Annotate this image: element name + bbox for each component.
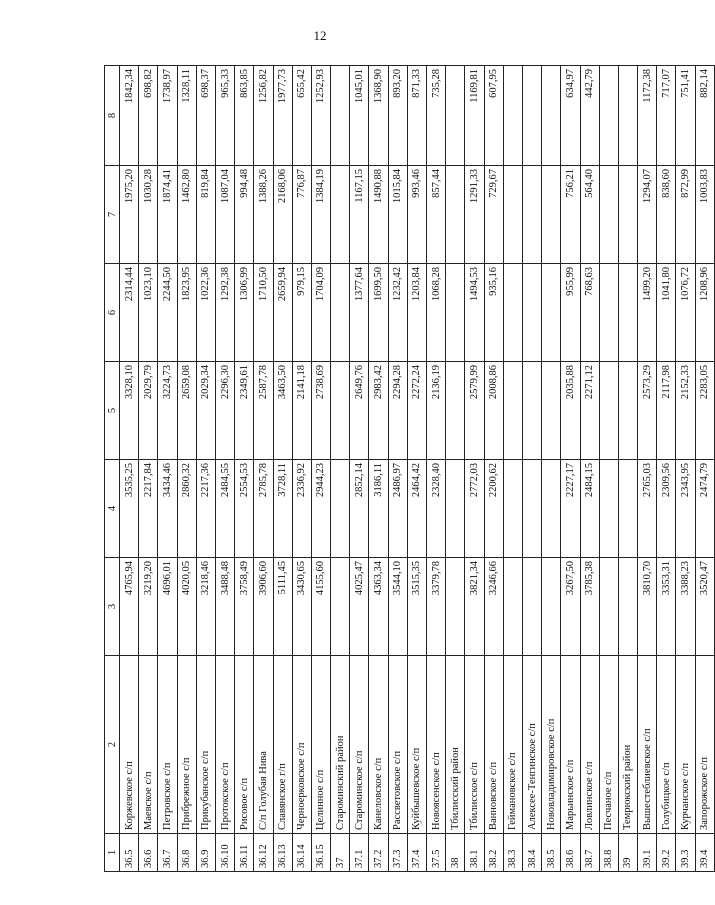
table-row bbox=[369, 66, 388, 872]
value-cell bbox=[503, 264, 522, 362]
value-cell: 2349,61 bbox=[235, 362, 254, 460]
row-name-cell: Прикубанское с/п bbox=[196, 656, 215, 834]
value-cell bbox=[618, 166, 637, 264]
value-cell: 1167,15 bbox=[350, 166, 369, 264]
value-cell bbox=[599, 558, 618, 656]
value-cell: 1499,20 bbox=[638, 264, 657, 362]
value-cell: 1823,95 bbox=[177, 264, 196, 362]
value-cell: 1388,26 bbox=[254, 166, 273, 264]
value-cell bbox=[599, 264, 618, 362]
value-cell bbox=[446, 264, 465, 362]
row-name-cell: Староминский район bbox=[331, 656, 350, 834]
row-number-cell: 39 bbox=[618, 834, 637, 872]
table-row bbox=[427, 66, 446, 872]
value-cell bbox=[446, 460, 465, 558]
value-cell bbox=[522, 66, 541, 166]
value-cell: 3463,50 bbox=[273, 362, 292, 460]
value-cell: 1256,82 bbox=[254, 66, 273, 166]
table-body bbox=[105, 66, 715, 872]
value-cell bbox=[331, 460, 350, 558]
value-cell: 1306,99 bbox=[235, 264, 254, 362]
table-row bbox=[254, 66, 273, 872]
value-cell: 994,48 bbox=[235, 166, 254, 264]
value-cell: 1169,81 bbox=[465, 66, 484, 166]
table-row bbox=[273, 66, 292, 872]
row-number-cell: 37.3 bbox=[388, 834, 407, 872]
value-cell bbox=[618, 362, 637, 460]
header-cell: 7 bbox=[105, 166, 120, 264]
row-number-cell: 37 bbox=[331, 834, 350, 872]
row-number-cell: 36.8 bbox=[177, 834, 196, 872]
value-cell bbox=[503, 460, 522, 558]
value-cell: 3434,46 bbox=[158, 460, 177, 558]
row-name-cell: Рассветовское с/п bbox=[388, 656, 407, 834]
value-cell: 564,40 bbox=[580, 166, 599, 264]
table-row bbox=[695, 66, 714, 872]
table-row bbox=[331, 66, 350, 872]
value-cell: 3758,49 bbox=[235, 558, 254, 656]
value-cell: 735,28 bbox=[427, 66, 446, 166]
value-cell bbox=[599, 460, 618, 558]
value-cell: 2336,92 bbox=[292, 460, 311, 558]
value-cell: 2272,24 bbox=[407, 362, 426, 460]
value-cell: 1368,90 bbox=[369, 66, 388, 166]
row-name-cell: Тбилисское с/п bbox=[465, 656, 484, 834]
value-cell: 2484,55 bbox=[215, 460, 234, 558]
value-cell: 1045,01 bbox=[350, 66, 369, 166]
value-cell: 2168,06 bbox=[273, 166, 292, 264]
table-row bbox=[599, 66, 618, 872]
header-cell: 5 bbox=[105, 362, 120, 460]
value-cell: 2328,40 bbox=[427, 460, 446, 558]
row-number-cell: 38 bbox=[446, 834, 465, 872]
row-name-cell: Новоясенское с/п bbox=[427, 656, 446, 834]
row-name-cell: Голубицкое с/п bbox=[657, 656, 676, 834]
row-number-cell: 37.4 bbox=[407, 834, 426, 872]
value-cell: 2008,86 bbox=[484, 362, 503, 460]
table-row bbox=[311, 66, 330, 872]
value-cell: 2860,32 bbox=[177, 460, 196, 558]
row-name-cell: Маевское с/п bbox=[139, 656, 158, 834]
value-cell: 1003,83 bbox=[695, 166, 714, 264]
value-cell: 3520,47 bbox=[695, 558, 714, 656]
value-cell: 3388,23 bbox=[676, 558, 695, 656]
table-row bbox=[407, 66, 426, 872]
value-cell: 1030,28 bbox=[139, 166, 158, 264]
table-row bbox=[503, 66, 522, 872]
value-cell: 2554,53 bbox=[235, 460, 254, 558]
value-cell: 4696,01 bbox=[158, 558, 177, 656]
value-cell: 2029,34 bbox=[196, 362, 215, 460]
value-cell: 1015,84 bbox=[388, 166, 407, 264]
row-number-cell: 38.8 bbox=[599, 834, 618, 872]
table-row bbox=[542, 66, 561, 872]
value-cell bbox=[331, 558, 350, 656]
row-number-cell: 36.6 bbox=[139, 834, 158, 872]
table-row bbox=[235, 66, 254, 872]
row-number-cell: 39.1 bbox=[638, 834, 657, 872]
value-cell: 1076,72 bbox=[676, 264, 695, 362]
value-cell: 2765,03 bbox=[638, 460, 657, 558]
value-cell: 4155,60 bbox=[311, 558, 330, 656]
value-cell: 2659,94 bbox=[273, 264, 292, 362]
value-cell: 1022,36 bbox=[196, 264, 215, 362]
value-cell: 3353,31 bbox=[657, 558, 676, 656]
table-row bbox=[177, 66, 196, 872]
table-header-row bbox=[105, 66, 120, 872]
row-name-cell: Куйбышевское с/п bbox=[407, 656, 426, 834]
value-cell: 3379,78 bbox=[427, 558, 446, 656]
row-name-cell: Геймановское с/п bbox=[503, 656, 522, 834]
value-cell: 3906,60 bbox=[254, 558, 273, 656]
row-number-cell: 39.4 bbox=[695, 834, 714, 872]
row-name-cell: Ловлинское с/п bbox=[580, 656, 599, 834]
value-cell: 2200,62 bbox=[484, 460, 503, 558]
value-cell: 2271,12 bbox=[580, 362, 599, 460]
value-cell: 698,82 bbox=[139, 66, 158, 166]
value-cell bbox=[522, 362, 541, 460]
value-cell: 1704,09 bbox=[311, 264, 330, 362]
value-cell: 1699,50 bbox=[369, 264, 388, 362]
table-row bbox=[465, 66, 484, 872]
row-number-cell: 36.14 bbox=[292, 834, 311, 872]
row-name-cell: Марьинское с/п bbox=[561, 656, 580, 834]
value-cell: 2141,18 bbox=[292, 362, 311, 460]
value-cell: 3821,34 bbox=[465, 558, 484, 656]
value-cell: 3224,73 bbox=[158, 362, 177, 460]
value-cell bbox=[599, 362, 618, 460]
value-cell: 2117,98 bbox=[657, 362, 676, 460]
value-cell: 1377,64 bbox=[350, 264, 369, 362]
row-name-cell: Протокское с/п bbox=[215, 656, 234, 834]
table-row bbox=[215, 66, 234, 872]
value-cell bbox=[599, 66, 618, 166]
value-cell bbox=[542, 460, 561, 558]
value-cell: 3430,65 bbox=[292, 558, 311, 656]
row-number-cell: 37.2 bbox=[369, 834, 388, 872]
value-cell: 3186,11 bbox=[369, 460, 388, 558]
row-number-cell: 36.13 bbox=[273, 834, 292, 872]
value-cell: 2283,05 bbox=[695, 362, 714, 460]
value-cell: 872,99 bbox=[676, 166, 695, 264]
row-name-cell: Тбилисский район bbox=[446, 656, 465, 834]
value-cell: 776,87 bbox=[292, 166, 311, 264]
table-row bbox=[638, 66, 657, 872]
value-cell bbox=[331, 362, 350, 460]
value-cell: 2294,28 bbox=[388, 362, 407, 460]
value-cell bbox=[503, 362, 522, 460]
value-cell: 1328,11 bbox=[177, 66, 196, 166]
value-cell: 1874,41 bbox=[158, 166, 177, 264]
value-cell: 442,79 bbox=[580, 66, 599, 166]
header-cell: 3 bbox=[105, 558, 120, 656]
value-cell: 2484,15 bbox=[580, 460, 599, 558]
row-number-cell: 38.1 bbox=[465, 834, 484, 872]
value-cell: 1172,38 bbox=[638, 66, 657, 166]
table-row bbox=[350, 66, 369, 872]
data-table bbox=[104, 65, 715, 872]
table-row bbox=[139, 66, 158, 872]
value-cell: 3810,70 bbox=[638, 558, 657, 656]
value-cell: 2852,14 bbox=[350, 460, 369, 558]
value-cell: 2579,99 bbox=[465, 362, 484, 460]
value-cell: 871,33 bbox=[407, 66, 426, 166]
value-cell: 607,95 bbox=[484, 66, 503, 166]
value-cell bbox=[522, 166, 541, 264]
row-number-cell: 36.10 bbox=[215, 834, 234, 872]
value-cell: 1490,88 bbox=[369, 166, 388, 264]
value-cell: 751,41 bbox=[676, 66, 695, 166]
row-number-cell: 38.6 bbox=[561, 834, 580, 872]
value-cell bbox=[446, 362, 465, 460]
row-name-cell: Курчанское с/п bbox=[676, 656, 695, 834]
value-cell: 768,63 bbox=[580, 264, 599, 362]
value-cell: 1842,34 bbox=[120, 66, 139, 166]
row-number-cell: 36.5 bbox=[120, 834, 139, 872]
value-cell: 993,46 bbox=[407, 166, 426, 264]
value-cell: 655,42 bbox=[292, 66, 311, 166]
row-name-cell: Черноерковское с/п bbox=[292, 656, 311, 834]
value-cell: 857,44 bbox=[427, 166, 446, 264]
value-cell: 1087,04 bbox=[215, 166, 234, 264]
value-cell: 4765,94 bbox=[120, 558, 139, 656]
page-number: 12 bbox=[313, 28, 327, 43]
rotated-table-container bbox=[104, 66, 711, 872]
value-cell: 2785,78 bbox=[254, 460, 273, 558]
value-cell: 2343,95 bbox=[676, 460, 695, 558]
value-cell: 1041,80 bbox=[657, 264, 676, 362]
value-cell: 2035,88 bbox=[561, 362, 580, 460]
row-number-cell: 39.3 bbox=[676, 834, 695, 872]
value-cell: 2296,30 bbox=[215, 362, 234, 460]
value-cell: 1494,53 bbox=[465, 264, 484, 362]
row-number-cell: 36.12 bbox=[254, 834, 273, 872]
value-cell: 2474,79 bbox=[695, 460, 714, 558]
table-row bbox=[561, 66, 580, 872]
row-name-cell: Целинное с/п bbox=[311, 656, 330, 834]
value-cell bbox=[542, 166, 561, 264]
table-row bbox=[120, 66, 139, 872]
value-cell bbox=[331, 166, 350, 264]
row-name-cell: С/п Голубая Нива bbox=[254, 656, 273, 834]
value-cell bbox=[446, 558, 465, 656]
row-number-cell: 38.4 bbox=[522, 834, 541, 872]
row-number-cell: 36.15 bbox=[311, 834, 330, 872]
row-name-cell: Алексее-Тенгинское с/п bbox=[522, 656, 541, 834]
value-cell bbox=[503, 166, 522, 264]
value-cell: 965,33 bbox=[215, 66, 234, 166]
value-cell: 979,15 bbox=[292, 264, 311, 362]
row-name-cell: Вышестеблиевское с/п bbox=[638, 656, 657, 834]
value-cell: 882,14 bbox=[695, 66, 714, 166]
value-cell: 717,07 bbox=[657, 66, 676, 166]
table-row bbox=[676, 66, 695, 872]
header-cell: 2 bbox=[105, 656, 120, 834]
value-cell: 4025,47 bbox=[350, 558, 369, 656]
value-cell bbox=[503, 558, 522, 656]
row-name-cell: Славянское г/п bbox=[273, 656, 292, 834]
value-cell: 634,97 bbox=[561, 66, 580, 166]
row-name-cell: Темрюкский район bbox=[618, 656, 637, 834]
table-row bbox=[388, 66, 407, 872]
header-cell: 1 bbox=[105, 834, 120, 872]
value-cell: 1203,84 bbox=[407, 264, 426, 362]
value-cell: 756,21 bbox=[561, 166, 580, 264]
value-cell: 1252,93 bbox=[311, 66, 330, 166]
value-cell bbox=[522, 558, 541, 656]
value-cell: 2227,17 bbox=[561, 460, 580, 558]
value-cell bbox=[446, 166, 465, 264]
row-name-cell: Запорожское с/п bbox=[695, 656, 714, 834]
row-number-cell: 38.5 bbox=[542, 834, 561, 872]
row-number-cell: 37.1 bbox=[350, 834, 369, 872]
row-name-cell: Канеловское с/п bbox=[369, 656, 388, 834]
table-row bbox=[292, 66, 311, 872]
value-cell: 1294,07 bbox=[638, 166, 657, 264]
value-cell: 1462,80 bbox=[177, 166, 196, 264]
value-cell: 2573,29 bbox=[638, 362, 657, 460]
value-cell: 1977,73 bbox=[273, 66, 292, 166]
row-number-cell: 38.3 bbox=[503, 834, 522, 872]
row-number-cell: 36.7 bbox=[158, 834, 177, 872]
row-number-cell: 38.7 bbox=[580, 834, 599, 872]
table-row bbox=[158, 66, 177, 872]
table-row bbox=[580, 66, 599, 872]
value-cell: 2587,78 bbox=[254, 362, 273, 460]
value-cell bbox=[542, 362, 561, 460]
row-name-cell: Нововладимировское с/п bbox=[542, 656, 561, 834]
row-number-cell: 36.9 bbox=[196, 834, 215, 872]
value-cell: 2944,23 bbox=[311, 460, 330, 558]
value-cell: 1291,33 bbox=[465, 166, 484, 264]
value-cell: 1975,20 bbox=[120, 166, 139, 264]
value-cell bbox=[618, 558, 637, 656]
value-cell: 1023,10 bbox=[139, 264, 158, 362]
value-cell: 1710,50 bbox=[254, 264, 273, 362]
row-name-cell: Песчаное с/п bbox=[599, 656, 618, 834]
table-row bbox=[618, 66, 637, 872]
value-cell: 3785,38 bbox=[580, 558, 599, 656]
row-name-cell: Коржевское с/п bbox=[120, 656, 139, 834]
row-number-cell: 39.2 bbox=[657, 834, 676, 872]
value-cell: 3218,46 bbox=[196, 558, 215, 656]
table-row bbox=[446, 66, 465, 872]
value-cell: 863,85 bbox=[235, 66, 254, 166]
value-cell: 819,84 bbox=[196, 166, 215, 264]
value-cell: 3728,11 bbox=[273, 460, 292, 558]
value-cell: 2309,56 bbox=[657, 460, 676, 558]
row-name-cell: Староминское с/п bbox=[350, 656, 369, 834]
table-row bbox=[522, 66, 541, 872]
value-cell: 2738,69 bbox=[311, 362, 330, 460]
value-cell: 3535,25 bbox=[120, 460, 139, 558]
value-cell: 2314,44 bbox=[120, 264, 139, 362]
value-cell: 3544,10 bbox=[388, 558, 407, 656]
value-cell: 893,20 bbox=[388, 66, 407, 166]
value-cell: 1232,42 bbox=[388, 264, 407, 362]
value-cell: 4363,34 bbox=[369, 558, 388, 656]
value-cell: 2136,19 bbox=[427, 362, 446, 460]
header-cell: 4 bbox=[105, 460, 120, 558]
value-cell: 1384,19 bbox=[311, 166, 330, 264]
value-cell: 2029,79 bbox=[139, 362, 158, 460]
value-cell: 2152,33 bbox=[676, 362, 695, 460]
value-cell: 5111,45 bbox=[273, 558, 292, 656]
value-cell: 2659,08 bbox=[177, 362, 196, 460]
value-cell: 3219,20 bbox=[139, 558, 158, 656]
row-name-cell: Рисовое с/п bbox=[235, 656, 254, 834]
value-cell bbox=[618, 264, 637, 362]
value-cell: 3515,35 bbox=[407, 558, 426, 656]
value-cell: 2772,03 bbox=[465, 460, 484, 558]
value-cell bbox=[522, 460, 541, 558]
value-cell: 3328,10 bbox=[120, 362, 139, 460]
value-cell: 1068,28 bbox=[427, 264, 446, 362]
value-cell bbox=[331, 264, 350, 362]
row-number-cell: 36.11 bbox=[235, 834, 254, 872]
value-cell: 1738,97 bbox=[158, 66, 177, 166]
value-cell bbox=[542, 264, 561, 362]
row-number-cell: 38.2 bbox=[484, 834, 503, 872]
value-cell: 2244,50 bbox=[158, 264, 177, 362]
value-cell bbox=[503, 66, 522, 166]
value-cell: 698,37 bbox=[196, 66, 215, 166]
value-cell: 3488,48 bbox=[215, 558, 234, 656]
table-row bbox=[484, 66, 503, 872]
value-cell bbox=[542, 66, 561, 166]
row-name-cell: Ванновское с/п bbox=[484, 656, 503, 834]
value-cell bbox=[618, 66, 637, 166]
value-cell bbox=[599, 166, 618, 264]
row-name-cell: Петровское с/п bbox=[158, 656, 177, 834]
value-cell bbox=[446, 66, 465, 166]
value-cell bbox=[542, 558, 561, 656]
value-cell bbox=[331, 66, 350, 166]
value-cell: 3246,66 bbox=[484, 558, 503, 656]
value-cell: 838,60 bbox=[657, 166, 676, 264]
table-row bbox=[657, 66, 676, 872]
value-cell: 2649,76 bbox=[350, 362, 369, 460]
value-cell: 3267,50 bbox=[561, 558, 580, 656]
value-cell: 2983,42 bbox=[369, 362, 388, 460]
value-cell: 2217,36 bbox=[196, 460, 215, 558]
value-cell: 2486,97 bbox=[388, 460, 407, 558]
row-number-cell: 37.5 bbox=[427, 834, 446, 872]
value-cell bbox=[618, 460, 637, 558]
value-cell: 955,99 bbox=[561, 264, 580, 362]
value-cell: 2217,84 bbox=[139, 460, 158, 558]
value-cell: 935,16 bbox=[484, 264, 503, 362]
header-cell: 8 bbox=[105, 66, 120, 166]
value-cell: 4020,05 bbox=[177, 558, 196, 656]
value-cell: 1208,96 bbox=[695, 264, 714, 362]
value-cell: 1292,38 bbox=[215, 264, 234, 362]
row-name-cell: Прибрежное с/п bbox=[177, 656, 196, 834]
value-cell bbox=[522, 264, 541, 362]
header-cell: 6 bbox=[105, 264, 120, 362]
value-cell: 2464,42 bbox=[407, 460, 426, 558]
value-cell: 729,67 bbox=[484, 166, 503, 264]
table-row bbox=[196, 66, 215, 872]
